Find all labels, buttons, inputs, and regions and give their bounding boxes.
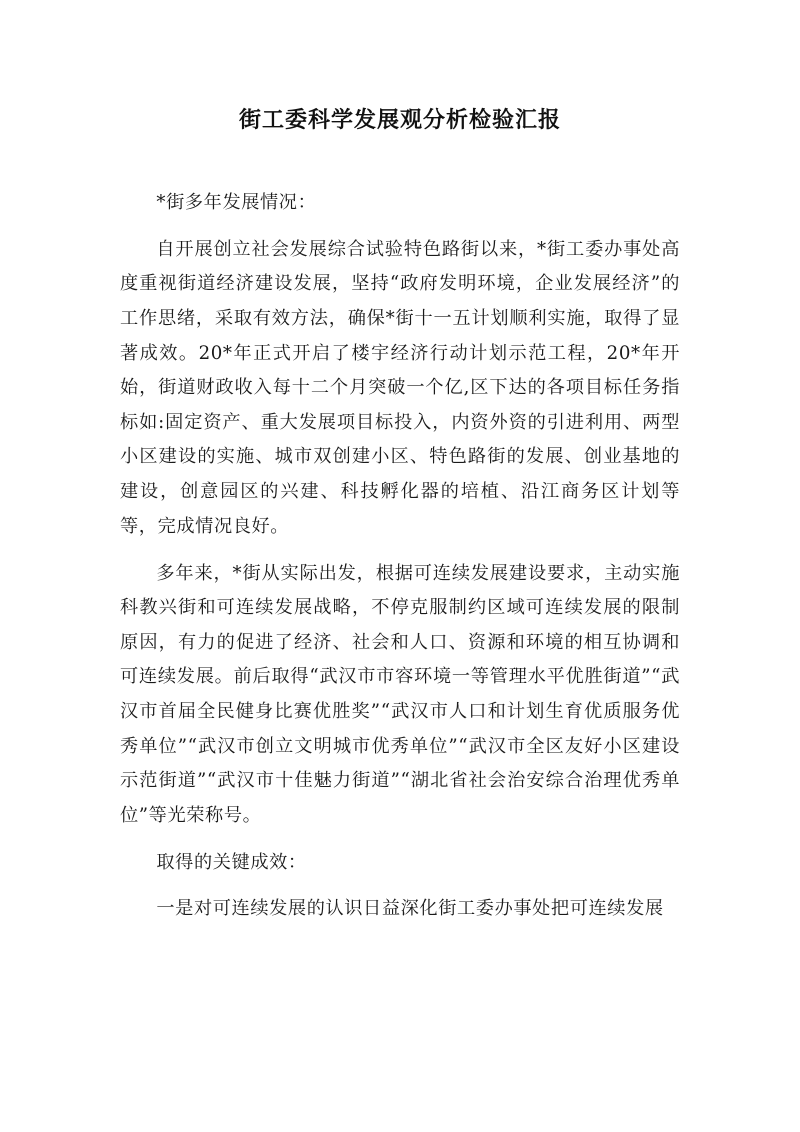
document-body [120, 186, 680, 939]
paragraph-sustainable-strategy: 多年来，*街从实际出发，根据可连续发展建设要求，主动实施科教兴街和可连续发展战略，不停克服制约区域可连续发展的限制原因，有力的促进了经济、社会和人口、资源和环境的相互协调和可连续发展。前后取得“武汉市市容环境一等管理水平优胜街道”“武汉市首届全民健身比赛优胜奖”“武汉市人口和计划生育优质服务优秀单位”“武汉市创立文明城市优秀单位”“武汉市全区友好小区建设示范街道”“武汉市十佳魅力街道”“湖北省社会治安综合治理优秀单位”等光荣称号。 [120, 562, 680, 826]
paragraph-development-heading: *街多年发展情况： [156, 192, 317, 213]
paragraph-key-results-heading: 取得的关键成效： [156, 851, 307, 873]
document-title: 街工委科学发展观分析检验汇报 [238, 107, 561, 133]
paragraph-development-overview: 自开展创立社会发展综合试验特色路街以来，*街工委办事处高度重视街道经济建设发展，坚持“政府发明环境，企业发展经济”的工作思绪，采取有效方法，确保*街十一五计划顺利实施，取得了显著成效。20*年正式开启了楼宇经济行动计划示范工程，20*年开始，街道财政收入每十二个月突破一个亿,区下达的各项目标任务指标如:固定资产、重大发展项目标投入，内资外资的引进利用、两型小区建设的实施、城市双创建小区、特色路街的发展、创业基地的建设，创意园区的兴建、科技孵化器的培植、沿江商务区计划等等，完成情况良好。 [120, 238, 680, 537]
paragraph-result-one: 一是对可连续发展的认识日益深化街工委办事处把可连续发展 [156, 898, 664, 920]
